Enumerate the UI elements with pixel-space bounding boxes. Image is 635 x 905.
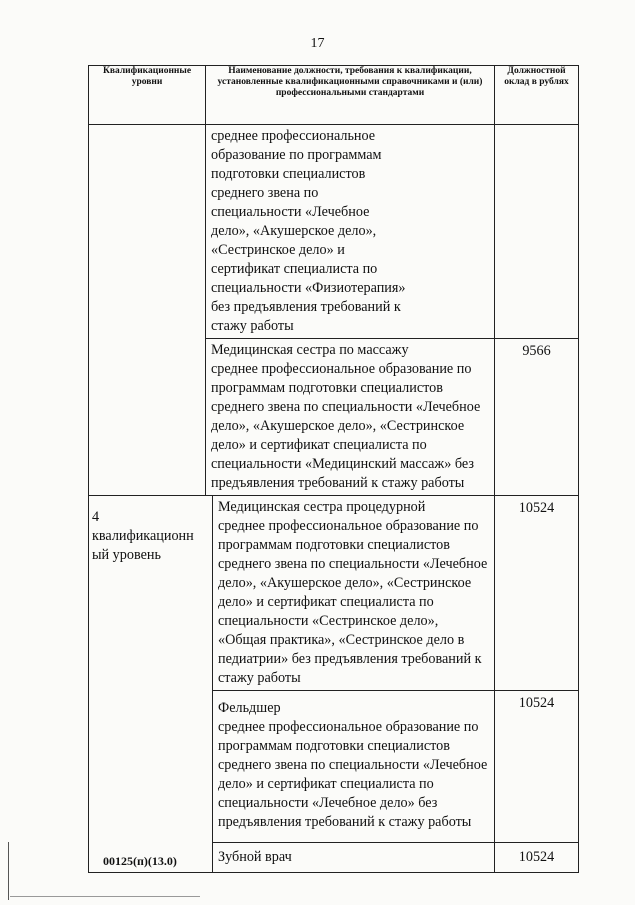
requirements-cell [213, 496, 495, 691]
requirements-text: среднее профессиональное образование по программам подготовки специалистов среднего звена по специальности «Лечебное дело», «Акушерское дело», «Сестринское дело» и сертификат специалиста по специальности «Сестринское дело», «Общая практика», «Сестринское дело в педиатрии» без предъявления требований к стажу работы [218, 518, 488, 686]
table-header-row [89, 66, 579, 125]
position-title: Фельдшер [218, 700, 281, 716]
header-position-requirements: Наименование должности, требования к квалификации, установленные квалификационными справочниками и (или) профессиональными стандартами [206, 66, 495, 125]
requirements-text: среднее профессиональное образование по программам подготовки специалистов среднего звена по специальности «Лечебное дело» и сертификат специалиста по специальности «Лечебное дело» без предъявления требований к стажу работы [218, 719, 488, 830]
header-salary: Должностной оклад в рублях [495, 66, 579, 125]
requirements-cell [206, 339, 495, 496]
salary-value: 10524 [518, 500, 555, 516]
salary-cell [495, 496, 579, 691]
salary-cell [495, 691, 579, 843]
level-cell-empty [89, 125, 206, 496]
document-code: 00125(п)(13.0) [103, 854, 177, 868]
header-qualification-levels: Квалификационные уровни [89, 66, 206, 125]
scan-line-mark [10, 896, 200, 897]
salary-value: 9566 [522, 343, 551, 359]
scan-edge-mark [8, 842, 9, 900]
requirements-text: среднее профессиональное образование по программам подготовки специалистов среднего звена по специальности «Лечебное дело», «Акушерское дело», «Сестринское дело» и сертификат специалиста по специальности «Физиотерапия» без предъявления требований к стажу работы [211, 128, 406, 334]
table-row [89, 125, 579, 339]
position-title: Зубной врач [218, 849, 292, 865]
page-number: 17 [310, 36, 325, 51]
requirements-cell [213, 843, 495, 873]
salary-cell [495, 125, 579, 339]
salary-value: 10524 [518, 849, 555, 865]
salary-cell [495, 843, 579, 873]
requirements-cell [206, 125, 495, 339]
level-cell [89, 496, 213, 873]
salary-value: 10524 [518, 695, 555, 711]
salary-table [88, 65, 579, 873]
position-title: Медицинская сестра по массажу [211, 342, 409, 358]
salary-cell [495, 339, 579, 496]
position-title: Медицинская сестра процедурной [218, 499, 426, 515]
level-line: 4 [92, 509, 100, 525]
level-label [89, 496, 212, 565]
level-line: ый уровень [92, 547, 161, 563]
requirements-text: среднее профессиональное образование по программам подготовки специалистов среднего звена по специальности «Лечебное дело», «Акушерское дело», «Сестринское дело» и сертификат специалиста по специальности «Медицинский массаж» без предъявления требований к стажу работы [211, 361, 481, 491]
level-line: квалификационн [92, 528, 194, 544]
requirements-cell [213, 691, 495, 843]
table-row [89, 496, 579, 691]
